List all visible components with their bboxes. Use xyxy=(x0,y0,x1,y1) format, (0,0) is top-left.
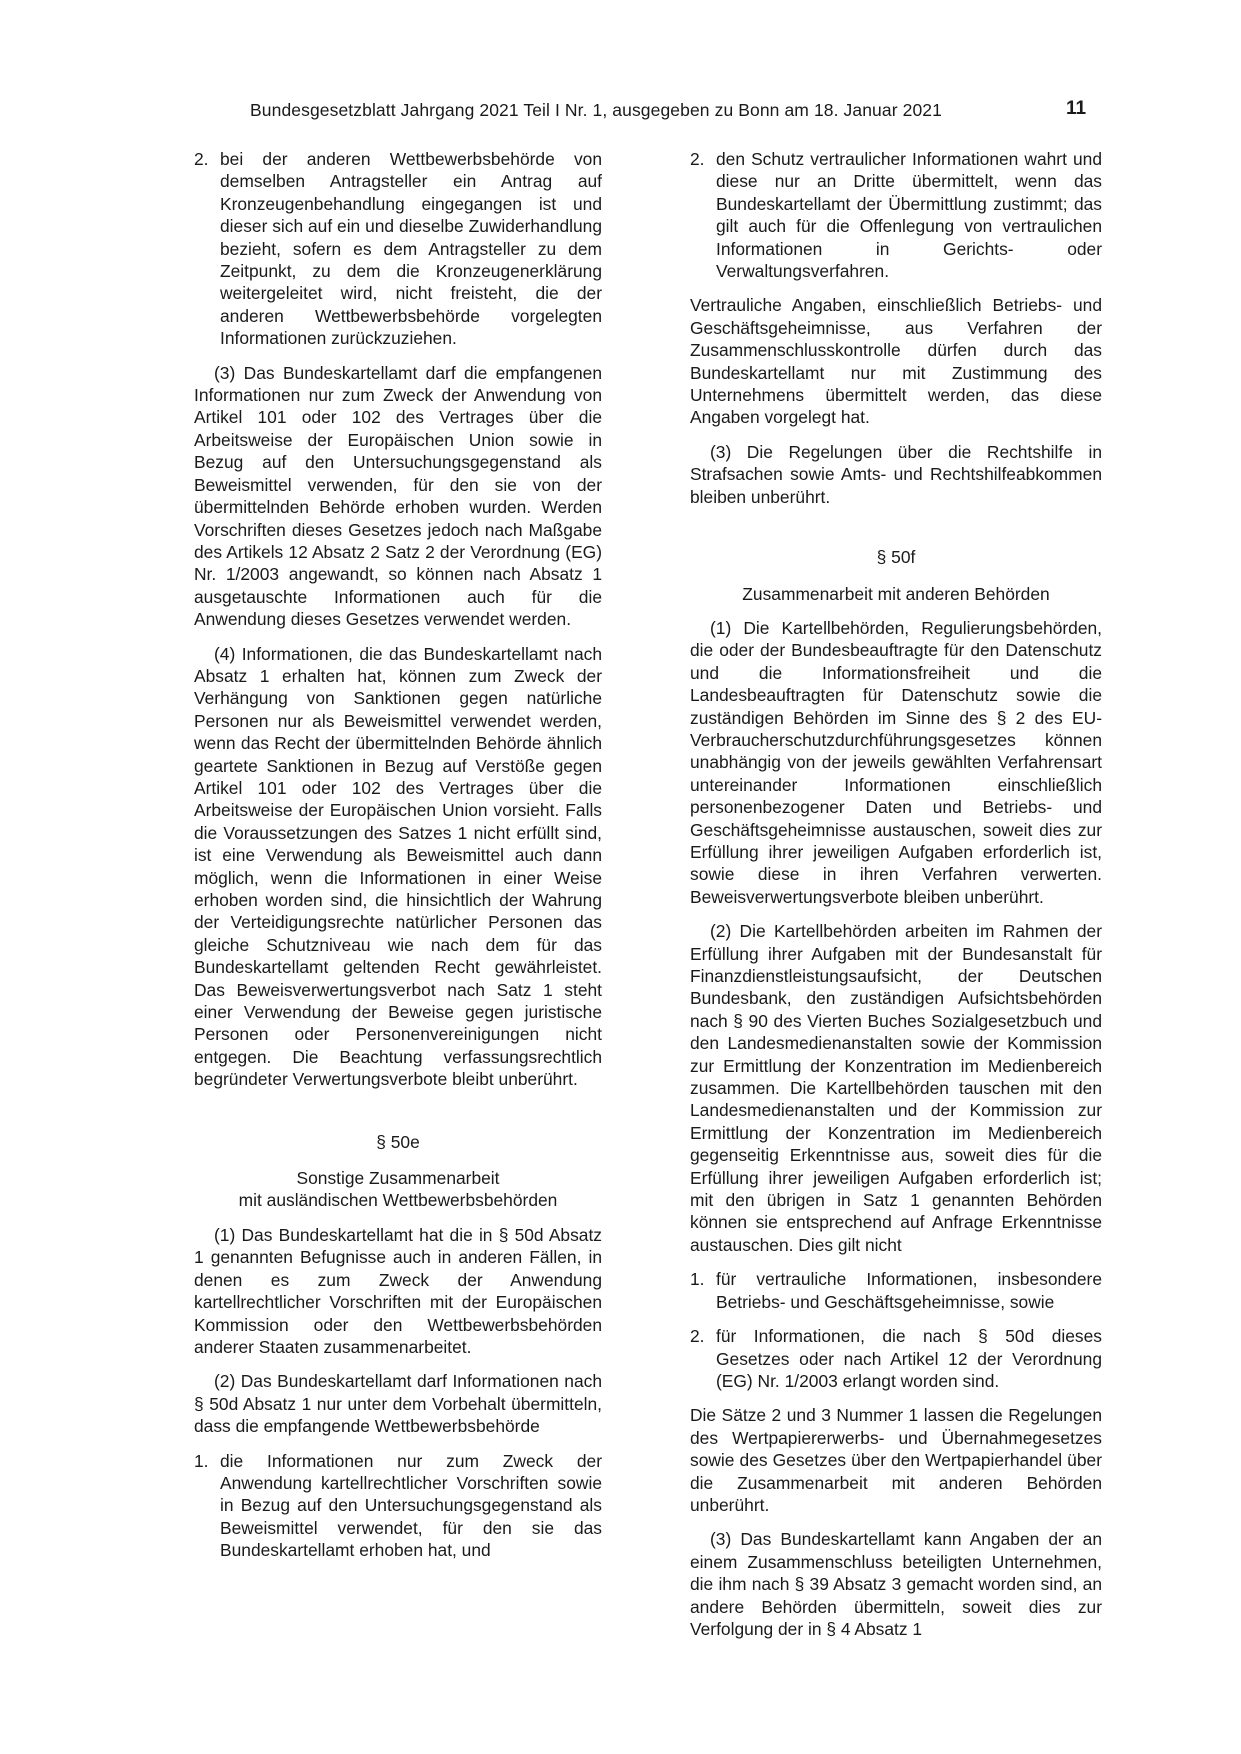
list-item-number: 2. xyxy=(690,1326,705,1347)
list-item-number: 1. xyxy=(194,1450,209,1471)
list-item-number: 2. xyxy=(690,149,705,169)
list-item xyxy=(690,1268,1102,1313)
section-50e-paragraph-3: (3) Die Regelungen über die Rechtshilfe in Strafsachen sowie Amts- und Rechtshilfeabkommen bleiben unberührt. xyxy=(690,441,1102,507)
section-50e-title-line-1: Sonstige Zusammenarbeit xyxy=(296,1168,500,1189)
section-50e-title-line-2: mit ausländischen Wettbewerbsbehörden xyxy=(238,1190,558,1211)
confidential-info-paragraph: Vertrauliche Angaben, einschließlich Betriebs- und Geschäftsgeheimnisse, aus Verfahren der Zusammenschlusskontrolle dürfen durch das Bundeskartellamt nur mit Zustimmung des Unternehmens übermittelt werden, das diese Angaben vorgelegt hat. xyxy=(690,295,1102,428)
list-item xyxy=(690,1325,1102,1392)
page-header xyxy=(0,100,1241,124)
list-item-number: 1. xyxy=(690,1269,705,1290)
section-50f-paragraph-3: (3) Das Bundeskartellamt kann Angaben der an einem Zusammenschluss beteiligten Unternehmen, die ihm nach § 39 Absatz 3 gemacht worden sind, an andere Behörden übermitteln, soweit dies zur Verfolgung der in § 4 Absatz 1 xyxy=(690,1529,1102,1639)
list-item-text: bei der anderen Wettbewerbsbehörde von demselben Antragsteller ein Antrag auf Kronzeugenbehandlung eingegangen ist und dieser sich auf ein und dieselbe Zuwiderhandlung bezieht, sofern es dem Antragsteller zu dem Zeitpunkt, zu dem die Kronzeugenerklärung weitergeleitet wird, nicht freisteht, die der anderen Wettbewerbsbehörde vorgelegten Informationen zurückzuziehen. xyxy=(220,149,602,349)
left-column xyxy=(194,148,602,1574)
list-item-number: 2. xyxy=(194,149,209,169)
list-item-text: den Schutz vertraulicher Informationen wahrt und diese nur an Dritte übermittelt, wenn das Bundeskartellamt der Übermittlung zustimmt; das gilt auch für die Offenlegung von vertraulichen Informationen in Gerichts- oder Verwaltungsverfahren. xyxy=(716,149,1102,282)
list-item xyxy=(194,1450,602,1562)
page-number: 11 xyxy=(1066,98,1087,119)
section-50f-number: § 50f xyxy=(876,547,916,568)
list-item xyxy=(194,148,602,350)
list-item xyxy=(690,148,1102,282)
paragraph-3: (3) Das Bundeskartellamt darf die empfangenen Informationen nur zum Zweck der Anwendung von Artikel 101 oder 102 des Vertrages über die Arbeitsweise der Europäischen Union sowie in Bezug auf den Untersuchungsgegenstand als Beweismittel verwenden, für den sie von der übermittelnden Behörde erhoben wurden. Werden Vorschriften dieses Gesetzes jedoch nach Maßgabe des Artikels 12 Absatz 2 Satz 2 der Verordnung (EG) Nr. 1/2003 angewandt, so können nach Absatz 1 ausgetauschte Informationen auch für die Anwendung dieses Gesetzes verwendet werden. xyxy=(194,362,602,630)
gazette-title: Bundesgesetzblatt Jahrgang 2021 Teil I Nr. 1, ausgegeben zu Bonn am 18. Januar 2021 xyxy=(250,100,942,120)
section-50e-title xyxy=(194,1167,602,1212)
section-50f-paragraph-1: (1) Die Kartellbehörden, Regulierungsbehörden, die oder der Bundesbeauftragte für den Datenschutz und die Informationsfreiheit und die Landesbeauftragten für Datenschutz sowie die zuständigen Behörden im Sinne des § 2 des EU-Verbraucherschutzdurchführungsgesetzes können unabhängig von der jeweils gewählten Verfahrensart untereinander Informationen einschließlich personenbezogener Daten und Betriebs- und Geschäftsgeheimnisse austauschen, soweit dies zur Erfüllung ihrer jeweiligen Aufgaben erforderlich ist, sowie diese in ihren Verfahren verwerten. Beweisverwertungsverbote bleiben unberührt. xyxy=(690,617,1102,907)
saetze-paragraph: Die Sätze 2 und 3 Nummer 1 lassen die Regelungen des Wertpapiererwerbs- und Übernahmegesetzes sowie des Gesetzes über den Wertpapierhandel über die Zusammenarbeit mit anderen Behörden unberührt. xyxy=(690,1405,1102,1515)
section-50f-title: Zusammenarbeit mit anderen Behörden xyxy=(742,583,1050,604)
list-item-text: für Informationen, die nach § 50d dieses Gesetzes oder nach Artikel 12 der Verordnung (EG) Nr. 1/2003 erlangt worden sind. xyxy=(716,1326,1102,1391)
paragraph-4: (4) Informationen, die das Bundeskartellamt nach Absatz 1 erhalten hat, können zum Zweck der Verhängung von Sanktionen gegen natürliche Personen nur als Beweismittel verwendet werden, wenn das Recht der übermittelnden Behörde ähnlich geartete Sanktionen in Bezug auf Verstöße gegen Artikel 101 oder 102 des Vertrages über die Arbeitsweise der Europäischen Union vorsieht. Falls die Voraussetzungen des Satzes 1 nicht erfüllt sind, ist eine Verwendung als Beweismittel auch dann möglich, wenn die Informationen in einer Weise erhoben worden sind, die hinsichtlich der Wahrung der Verteidigungsrechte natürlicher Personen das gleiche Schutzniveau wie nach dem für das Bundeskartellamt geltenden Recht gewährleistet. Das Beweisverwertungsverbot nach Satz 1 steht einer Verwendung der Beweise gegen juristische Personen oder Personenvereinigungen nicht entgegen. Die Beachtung verfassungsrechtlich begründeter Verwertungsverbote bleibt unberührt. xyxy=(194,643,602,1090)
right-column xyxy=(690,148,1102,1652)
section-50f-paragraph-2: (2) Die Kartellbehörden arbeiten im Rahmen der Erfüllung ihrer Aufgaben mit der Bundesanstalt für Finanzdienstleistungsaufsicht, der Deutschen Bundesbank, den zuständigen Aufsichtsbehörden nach § 90 des Vierten Buches Sozialgesetzbuch und den Landesmedienanstalten sowie der Kommission zur Ermittlung der Konzentration im Medienbereich zusammen. Die Kartellbehörden tauschen mit den Landesmedienanstalten und der Kommission zur Ermittlung der Konzentration im Medienbereich gegenseitig Erkenntnisse aus, soweit dies für die Erfüllung ihrer jeweiligen Aufgaben erforderlich ist; mit den übrigen in Satz 1 genannten Behörden können sie entsprechend auf Anfrage Erkenntnisse austauschen. Dies gilt nicht xyxy=(690,921,1102,1255)
list-item-text: für vertrauliche Informationen, insbesondere Betriebs- und Geschäftsgeheimnisse, sowie xyxy=(716,1269,1102,1312)
section-50e-paragraph-2: (2) Das Bundeskartellamt darf Informationen nach § 50d Absatz 1 nur unter dem Vorbehalt übermitteln, dass die empfangende Wettbewerbsbehörde xyxy=(194,1371,602,1437)
section-50e-number: § 50e xyxy=(376,1131,420,1152)
section-50e-paragraph-1: (1) Das Bundeskartellamt hat die in § 50d Absatz 1 genannten Befugnisse auch in anderen Fällen, in denen es zum Zweck der Anwendung kartellrechtlicher Vorschriften mit der Europäischen Kommission oder den Wettbewerbsbehörden anderer Staaten zusammenarbeitet. xyxy=(194,1224,602,1357)
list-item-text: die Informationen nur zum Zweck der Anwendung kartellrechtlicher Vorschriften sowie in Bezug auf den Untersuchungsgegenstand als Beweismittel verwendet, für den sie das Bundeskartellamt erhoben hat, und xyxy=(220,1450,602,1561)
